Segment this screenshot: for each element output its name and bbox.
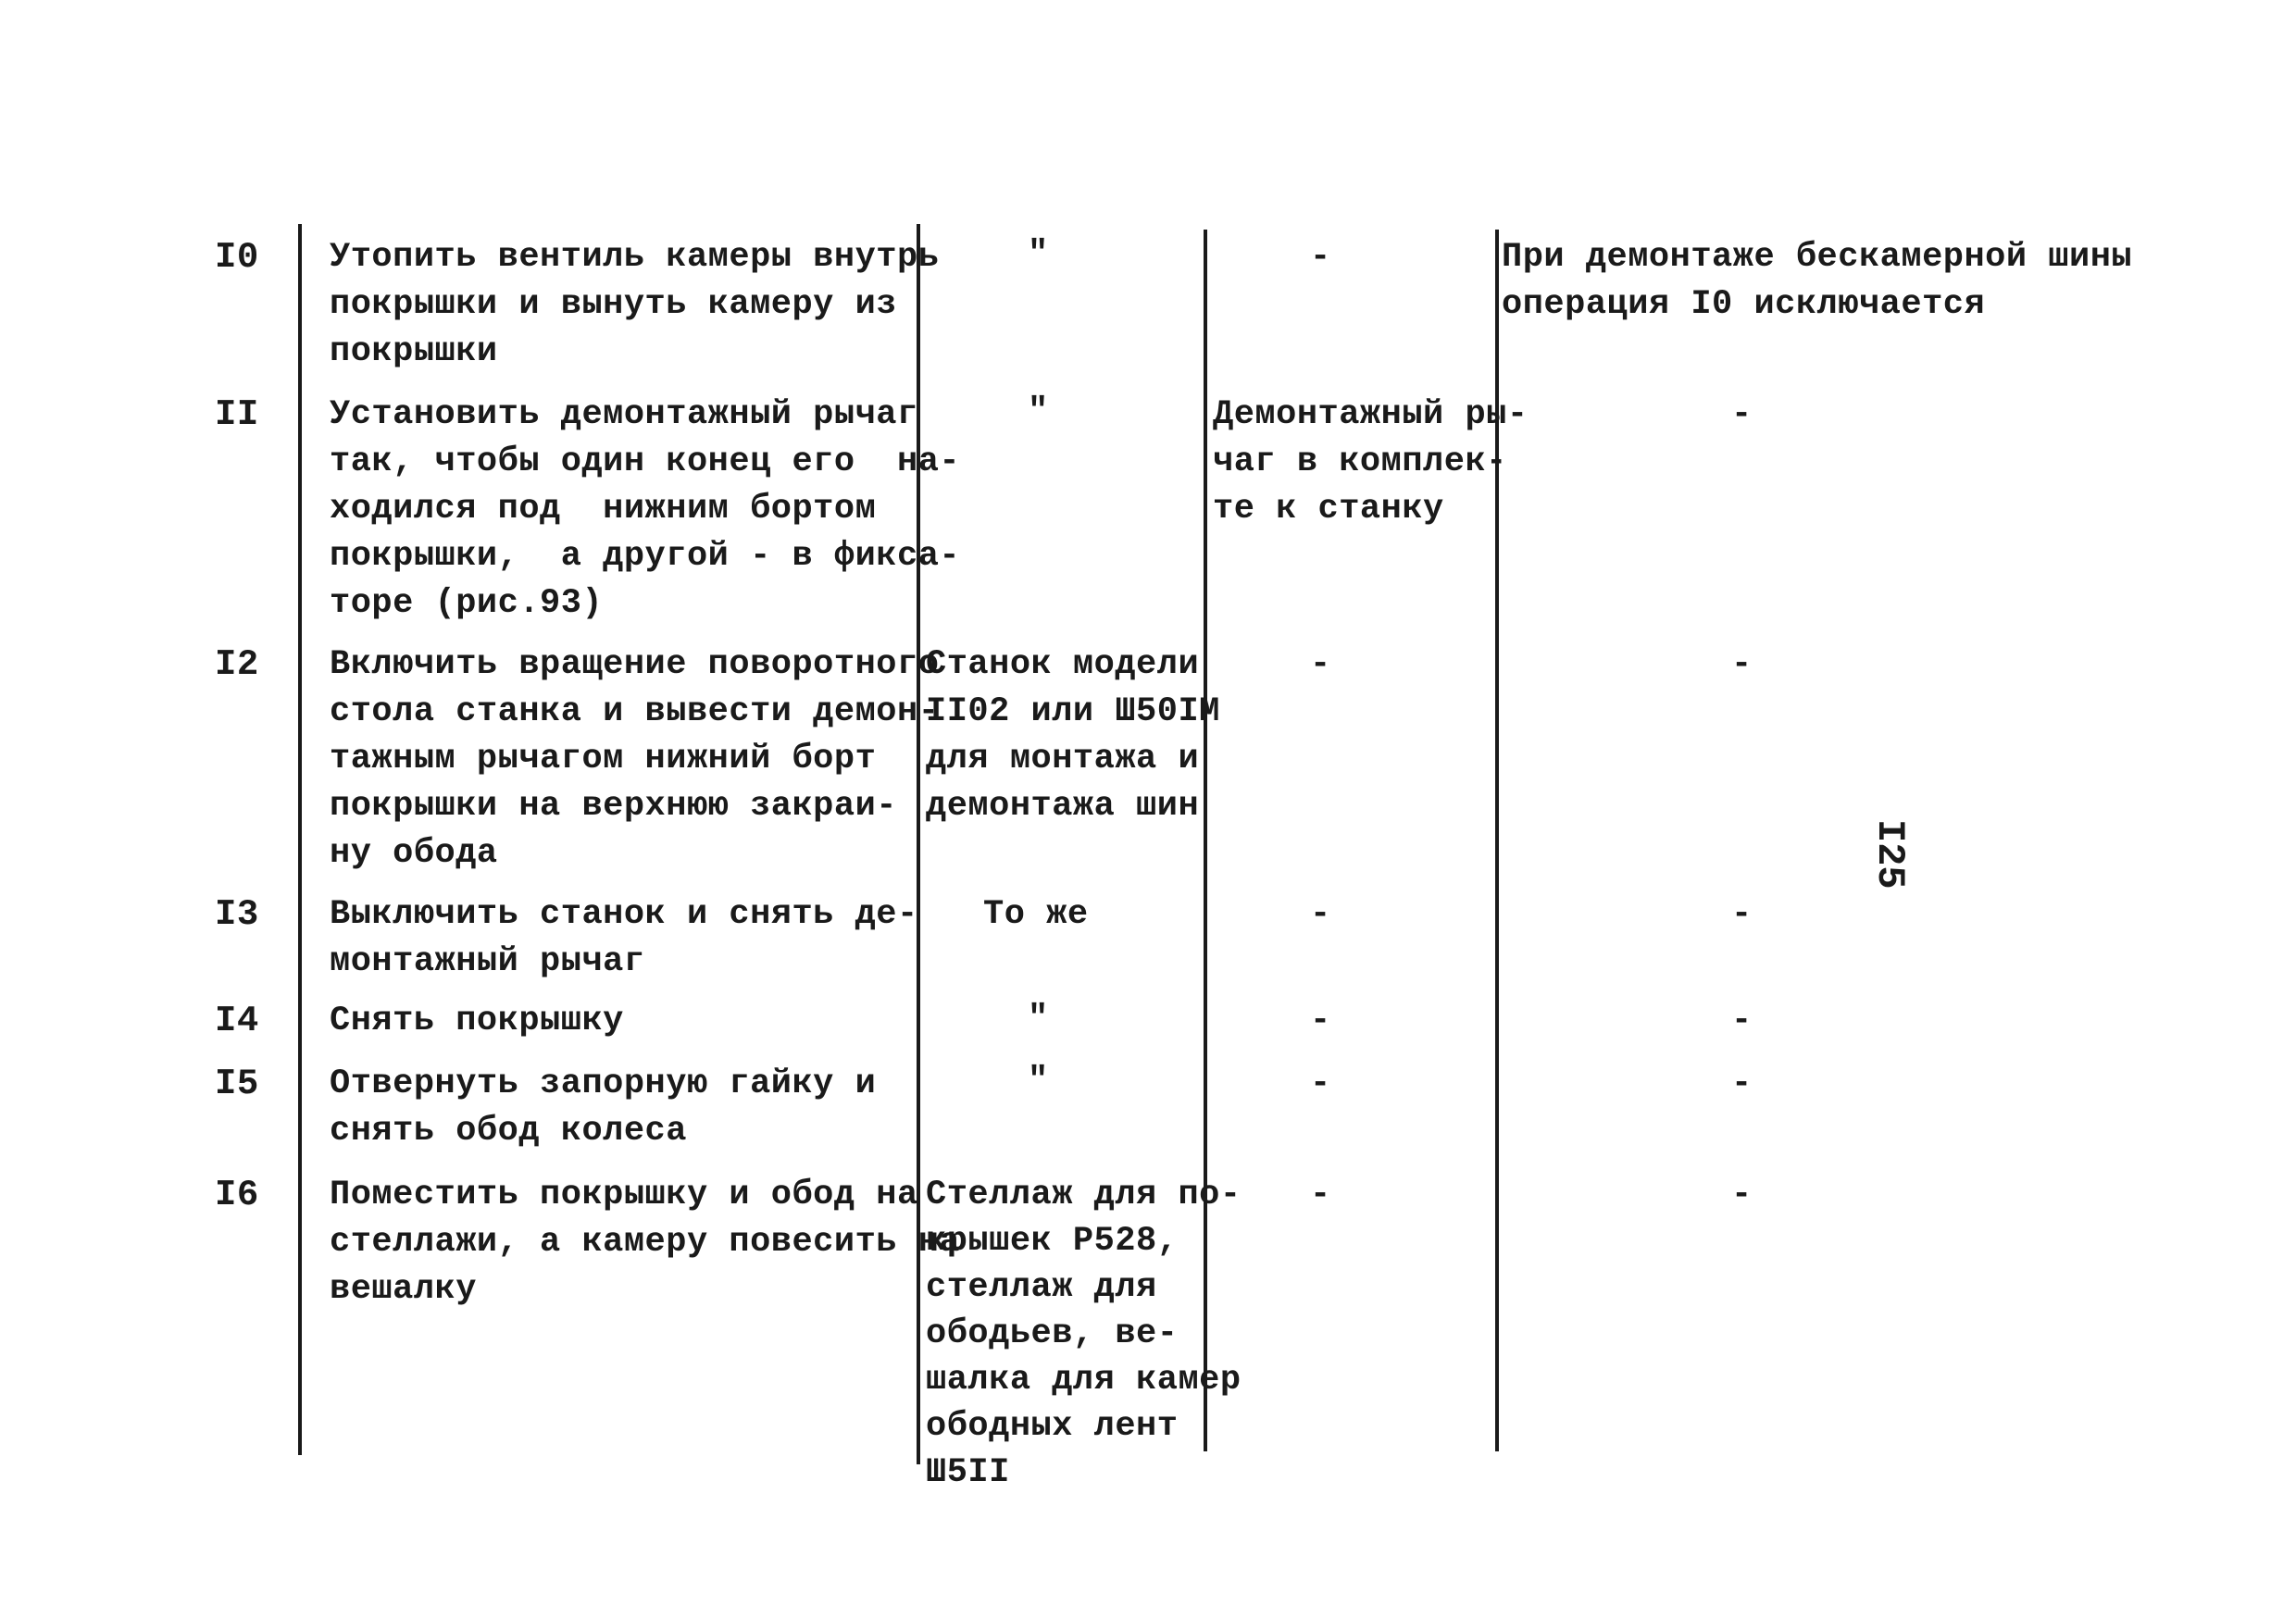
operation-text: Утопить вентиль камеры внутрь покрышки и вынуть камеру из покрышки [330, 238, 940, 371]
tool-text: Демонтажный ры- чаг в комплек- те к станку [1213, 395, 1529, 529]
operation-text: Поместить покрышку и обод на стеллажи, а камеру повесить на вешалку [330, 1176, 961, 1309]
row-number: I4 [215, 1001, 259, 1041]
tool-text: - [1310, 1176, 1331, 1214]
equipment-text: " [1028, 1000, 1049, 1039]
row-number: I5 [215, 1064, 259, 1104]
equipment-text: " [1028, 235, 1049, 274]
row-number: I0 [215, 237, 259, 278]
tool-text: - [1310, 238, 1331, 277]
equipment-text: Стеллаж для по- крышек Р528, стеллаж для ободьев, ве- шалка для камер ободных лент Ш5II [926, 1176, 1242, 1492]
page-number: I25 [1867, 819, 1912, 890]
note-text: - [1731, 1176, 1753, 1214]
note-text: - [1731, 895, 1753, 934]
operation-text: Отвернуть запорную гайку и снять обод колеса [330, 1064, 877, 1151]
note-text: При демонтаже бескамерной шины операция I0 исключается [1502, 238, 2133, 324]
row-number: I3 [215, 894, 259, 935]
tool-text: - [1310, 895, 1331, 934]
operation-text: Установить демонтажный рычаг так, чтобы один конец его на- ходился под нижним бортом покрышки, а другой - в фикса- торе (рис.93) [330, 395, 961, 623]
equipment-text: " [1028, 1062, 1049, 1101]
row-number: I6 [215, 1175, 259, 1215]
note-text: - [1731, 645, 1753, 684]
operation-text: Снять покрышку [330, 1002, 624, 1040]
operation-text: Включить вращение поворотного стола станка и вывести демон- тажным рычагом нижний борт покрышки на верхнюю закраи- ну обода [330, 645, 940, 873]
note-text: - [1731, 1064, 1753, 1103]
equipment-text: " [1028, 392, 1049, 431]
tool-text: - [1310, 1064, 1331, 1103]
note-text: - [1731, 395, 1753, 434]
equipment-text: Станок модели II02 или Ш50IМ для монтажа и демонтажа шин [926, 645, 1220, 826]
row-number: II [215, 394, 259, 435]
note-text: - [1731, 1002, 1753, 1040]
tool-text: - [1310, 645, 1331, 684]
tool-text: - [1310, 1002, 1331, 1040]
equipment-text: То же [983, 895, 1089, 934]
row-number: I2 [215, 644, 259, 685]
column-divider-1 [298, 224, 302, 1455]
operation-text: Выключить станок и снять де- монтажный рычаг [330, 895, 918, 981]
